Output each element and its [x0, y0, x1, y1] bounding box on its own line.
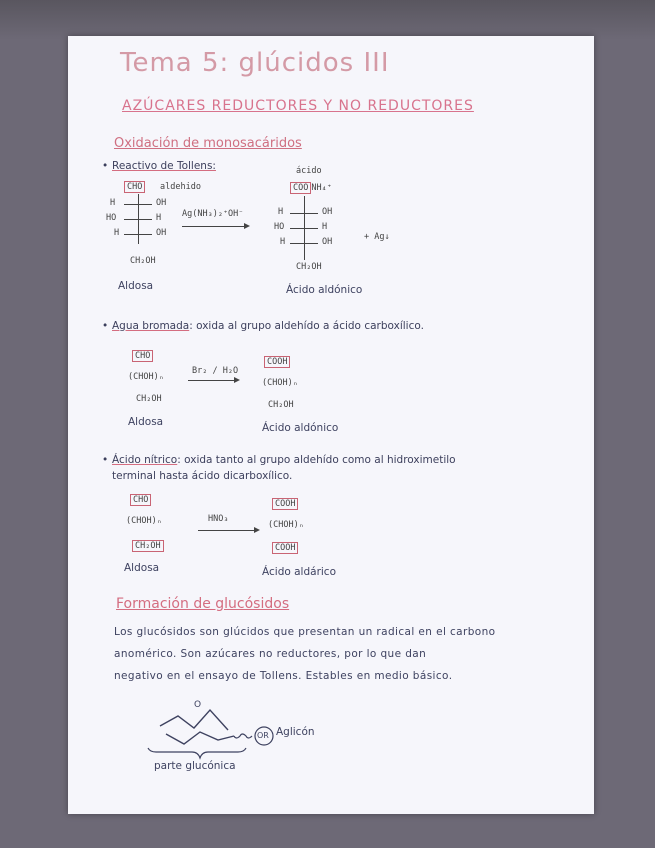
- aldehido-note: aldehido: [160, 182, 201, 192]
- tollens-r1-right: OH: [156, 198, 167, 208]
- tollens-r3-left: H: [114, 228, 120, 238]
- notebook-page: [68, 36, 594, 814]
- nitric-product-bottom: COOH: [272, 542, 298, 554]
- aglycone-label: Aglicón: [276, 726, 315, 738]
- nitric-reactant-mid: (CHOH)ₙ: [126, 516, 162, 526]
- aglycone-group: OR: [257, 731, 269, 740]
- tollens-label: Reactivo de Tollens:: [112, 160, 216, 172]
- photo-background: [0, 0, 655, 40]
- nitric-line-1: Ácido nítrico: oxida tanto al grupo aldehído como al hidroximetilo: [112, 454, 456, 466]
- tollens-byproduct: + Ag↓: [364, 232, 390, 242]
- bond: [124, 234, 152, 235]
- tollens-r3-right: OH: [156, 228, 167, 238]
- bond: [124, 204, 152, 205]
- ring-line: [160, 710, 228, 730]
- acido-note: ácido: [296, 166, 322, 176]
- bromine-reagent: Br₂ / H₂O: [192, 366, 239, 376]
- tollens-reactant-top: CHO: [124, 181, 145, 193]
- tollens-p2-left: HO: [274, 222, 285, 232]
- tollens-p1-left: H: [278, 207, 284, 217]
- bromine-bullet: •: [102, 320, 109, 332]
- nitric-product-mid: (CHOH)ₙ: [268, 520, 304, 530]
- tollens-r1-left: H: [110, 198, 116, 208]
- tollens-p1-right: OH: [322, 207, 333, 217]
- bromine-reactant-top: CHO: [132, 350, 153, 362]
- glycosides-title: Formación de glucósidos: [116, 596, 290, 612]
- bromine-product-bottom: CH₂OH: [268, 400, 294, 410]
- tollens-reactant-bottom: CH₂OH: [130, 256, 156, 266]
- nitric-reagent: HNO₃: [208, 514, 229, 524]
- bromine-product-mid: (CHOH)ₙ: [262, 378, 298, 388]
- nitric-reactant-name: Aldosa: [124, 562, 160, 574]
- reaction-arrow: [188, 380, 238, 381]
- bromine-reactant-name: Aldosa: [128, 416, 164, 428]
- nitric-bullet: •: [102, 454, 109, 466]
- tollens-p2-right: H: [322, 222, 328, 232]
- bond: [290, 213, 318, 214]
- gluconic-part-label: parte glucónica: [154, 760, 236, 772]
- tollens-r2-right: H: [156, 213, 162, 223]
- oxidation-title: Oxidación de monosacáridos: [114, 136, 302, 151]
- glycosides-paragraph-line-3: negativo en el ensayo de Tollens. Estables en medio básico.: [114, 670, 453, 682]
- nitric-product-name: Ácido aldárico: [262, 566, 336, 578]
- reaction-arrow: [198, 530, 258, 531]
- tollens-reactant-name: Aldosa: [118, 280, 154, 292]
- wavy-bond: [234, 734, 252, 738]
- bromine-product-top: COOH: [264, 356, 290, 368]
- tollens-product-bottom: CH₂OH: [296, 262, 322, 272]
- bromine-reactant-bottom: CH₂OH: [136, 394, 162, 404]
- bond: [124, 219, 152, 220]
- tollens-p3-right: OH: [322, 237, 333, 247]
- tollens-product-top: COO NH₄⁺: [290, 182, 332, 194]
- bromine-line: Agua bromada: oxida al grupo aldehído a ácido carboxílico.: [112, 320, 424, 332]
- ring-line: [166, 732, 234, 744]
- page-title: Tema 5: glúcidos III: [120, 48, 390, 78]
- bromine-product-name: Ácido aldónico: [262, 422, 339, 434]
- tollens-p3-left: H: [280, 237, 286, 247]
- glycosides-paragraph-line-1: Los glucósidos son glúcidos que presentan un radical en el carbono: [114, 626, 496, 638]
- bond: [290, 228, 318, 229]
- reaction-arrow: [182, 226, 248, 227]
- tollens-product-name: Ácido aldónico: [286, 284, 363, 296]
- glycosides-paragraph-line-2: anomérico. Son azúcares no reductores, por lo que dan: [114, 648, 427, 660]
- bromine-reactant-mid: (CHOH)ₙ: [128, 372, 164, 382]
- tollens-r2-left: HO: [106, 213, 117, 223]
- nitric-product-top: COOH: [272, 498, 298, 510]
- nitric-line-2: terminal hasta ácido dicarboxílico.: [112, 470, 293, 482]
- brace: [148, 748, 246, 758]
- tollens-reagent: Ag(NH₃)₂⁺OH⁻: [182, 209, 244, 219]
- bond: [290, 243, 318, 244]
- ring-oxygen: O: [194, 700, 202, 710]
- tollens-bullet: •: [102, 160, 109, 172]
- nitric-reactant-bottom: CH₂OH: [132, 540, 164, 552]
- section-heading: AZÚCARES REDUCTORES Y NO REDUCTORES: [122, 98, 474, 114]
- nitric-reactant-top: CHO: [130, 494, 151, 506]
